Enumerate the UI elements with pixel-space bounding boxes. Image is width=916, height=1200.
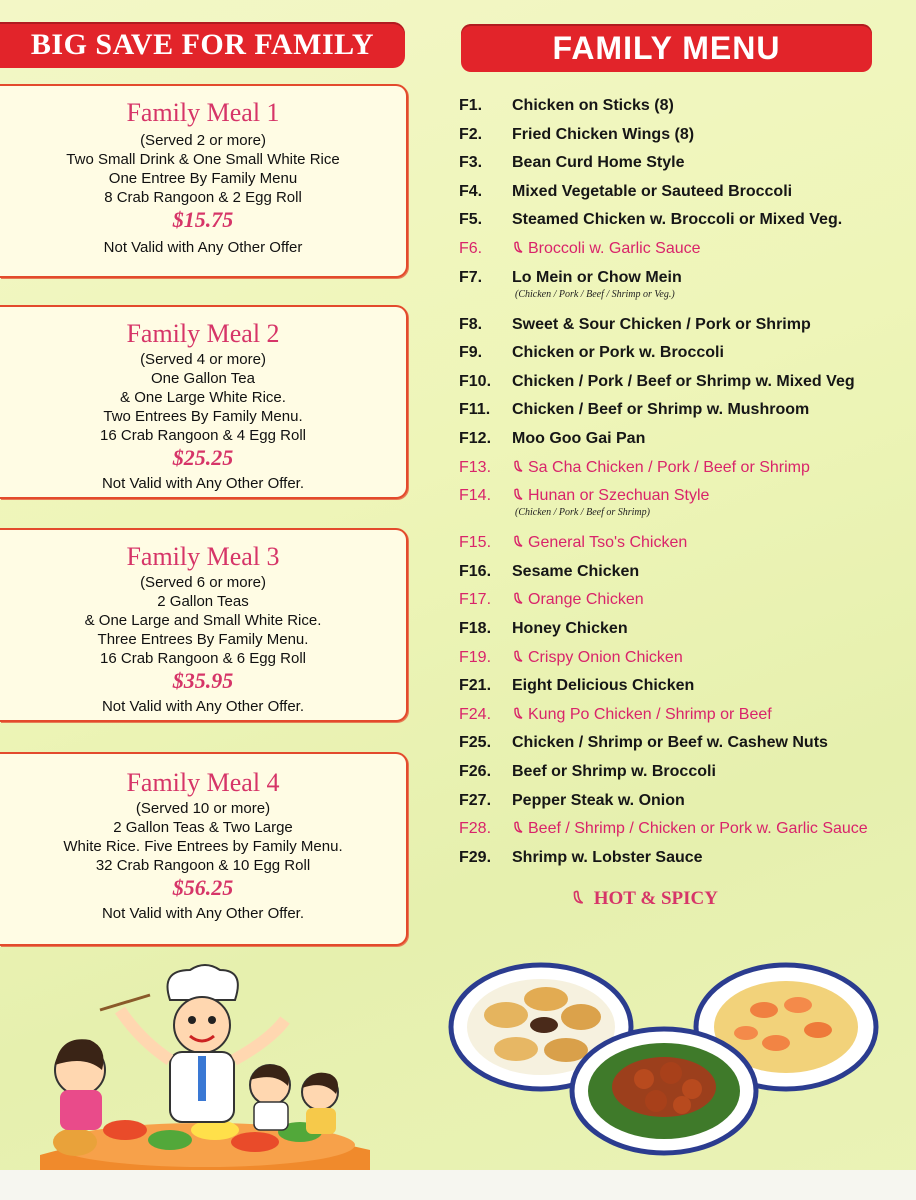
menu-item-code: F2. [459, 125, 483, 143]
meal-line: One Gallon Tea [151, 370, 255, 387]
right-banner-title: FAMILY MENU [552, 30, 781, 66]
menu-item-name [512, 706, 772, 724]
menu-item-code: F25. [459, 734, 492, 752]
menu-item-name-text: Lo Mein or Chow Mein [512, 268, 682, 286]
menu-item-code: F16. [459, 562, 492, 580]
meal-serving: (Served 2 or more) [140, 132, 266, 149]
menu-item-name-text: Chicken or Pork w. Broccoli [512, 344, 724, 362]
meal-price: $56.25 [172, 875, 234, 900]
chili-pepper-icon [512, 592, 524, 604]
menu-item-name [512, 820, 868, 838]
menu-item-name [512, 487, 709, 505]
meal-title: Family Meal 2 [126, 319, 280, 348]
meal-line: White Rice. Five Entrees by Family Menu. [63, 838, 343, 855]
meal-line: & One Large and Small White Rice. [84, 612, 322, 629]
family-meal-2 [0, 305, 408, 499]
menu-item-name [512, 677, 694, 695]
menu-item-code: F11. [459, 401, 491, 419]
menu-item-name [512, 459, 810, 477]
chili-pepper-icon [512, 535, 524, 547]
meal-line: Two Entrees By Family Menu. [103, 408, 303, 425]
menu-item-name-text: Shrimp w. Lobster Sauce [512, 848, 703, 866]
meal-line: 2 Gallon Teas & Two Large [113, 819, 293, 836]
meal-price: $35.95 [172, 668, 234, 693]
menu-item-name-text: Mixed Vegetable or Sauteed Broccoli [512, 182, 793, 200]
meal-line: 8 Crab Rangoon & 2 Egg Roll [104, 189, 302, 206]
menu-item-code: F7. [459, 268, 483, 286]
menu-item-name [512, 240, 701, 258]
menu-item-code: F9. [459, 344, 483, 362]
menu-item-name-text: Broccoli w. Garlic Sauce [528, 240, 701, 257]
menu-item-code: F13. [459, 458, 492, 476]
menu-item-code: F15. [459, 534, 492, 552]
menu-item-code: F10. [459, 372, 492, 390]
menu-item-name-text: Chicken on Sticks (8) [512, 97, 674, 114]
menu-item-name [512, 126, 694, 144]
meal-line: Three Entrees By Family Menu. [97, 631, 309, 648]
menu-item-code: F12. [459, 430, 492, 447]
right-banner [461, 24, 872, 72]
menu-item-name-text: Crispy Onion Chicken [528, 648, 683, 666]
meal-serving: (Served 4 or more) [140, 351, 266, 368]
menu-item-name-text: Moo Goo Gai Pan [512, 430, 646, 447]
menu-item-name-text: Orange Chicken [528, 591, 644, 609]
menu-item-name-text: Fried Chicken Wings (8) [512, 125, 695, 143]
menu-item-name-text: Hunan or Szechuan Style [528, 487, 710, 505]
menu-item-name-text: Beef or Shrimp w. Broccoli [512, 763, 716, 780]
meal-title: Family Meal 3 [126, 542, 280, 571]
family-meal-4 [0, 752, 408, 946]
meal-line: 32 Crab Rangoon & 10 Egg Roll [95, 857, 311, 874]
menu-item-name [512, 620, 628, 638]
menu-item-name-text: Sa Cha Chicken / Pork / Beef or Shrimp [528, 458, 810, 476]
chef-family-illustration [30, 960, 380, 1170]
menu-item-name [512, 430, 645, 448]
menu-item-name [512, 373, 855, 391]
menu-item-name [512, 734, 828, 752]
chili-pepper-icon [512, 650, 524, 662]
chili-pepper-icon [512, 707, 524, 719]
menu-item-code: F6. [459, 240, 483, 257]
meal-serving: (Served 6 or more) [140, 574, 266, 591]
meal-note: Not Valid with Any Other Offer. [101, 698, 305, 715]
menu-item-note: (Chicken / Pork / Beef or Shrimp) [515, 507, 650, 519]
menu-item-name-text: Sesame Chicken [512, 562, 640, 580]
legend-label: HOT & SPICY [593, 888, 718, 909]
menu-item-name-text: Kung Po Chicken / Shrimp or Beef [528, 705, 772, 723]
menu-item-code: F5. [459, 211, 483, 229]
menu-item-code: F19. [459, 648, 492, 666]
meal-note: Not Valid with Any Other Offer. [101, 475, 305, 492]
menu-item-code: F1. [459, 97, 483, 114]
menu-item-name [512, 591, 644, 609]
chili-pepper-icon [512, 241, 524, 253]
menu-item-code: F4. [459, 182, 483, 200]
meal-title: Family Meal 1 [126, 98, 280, 127]
hot-and-spicy-legend [571, 888, 718, 910]
left-banner [0, 22, 405, 68]
menu-item-name-text: Sweet & Sour Chicken / Pork or Shrimp [512, 315, 811, 333]
meal-line: Two Small Drink & One Small White Rice [66, 151, 340, 168]
menu-item-name [512, 97, 674, 115]
family-meal-3 [0, 528, 408, 722]
menu-item-name [512, 563, 639, 581]
menu-item-code: F14. [459, 487, 492, 505]
menu-item-code: F17. [459, 591, 492, 609]
menu-item-code: F27. [459, 791, 492, 809]
menu-item-name [512, 183, 792, 201]
meal-line: 16 Crab Rangoon & 6 Egg Roll [100, 650, 306, 667]
menu-item-name [512, 211, 842, 229]
meal-serving: (Served 10 or more) [135, 800, 271, 817]
food-plates-photo [446, 955, 886, 1160]
meal-note: Not Valid with Any Other Offer. [101, 905, 305, 922]
menu-item-code: F3. [459, 154, 483, 172]
menu-item-name-text: Chicken / Pork / Beef or Shrimp w. Mixed Veg [512, 372, 855, 390]
menu-item-code: F26. [459, 763, 492, 780]
meal-line: 16 Crab Rangoon & 4 Egg Roll [100, 427, 306, 444]
family-meal-1 [0, 84, 408, 278]
menu-item-name [512, 269, 682, 287]
meal-price: $15.75 [172, 207, 234, 232]
meal-title: Family Meal 4 [126, 768, 280, 797]
menu-item-note: (Chicken / Pork / Beef / Shrimp or Veg.) [515, 288, 675, 300]
menu-item-name [512, 401, 809, 419]
meal-line: & One Large White Rice. [120, 389, 286, 406]
meal-price: $25.25 [172, 445, 234, 470]
meal-line: One Entree By Family Menu [108, 170, 298, 187]
menu-item-code: F21. [459, 677, 492, 695]
menu-item-name-text: Steamed Chicken w. Broccoli or Mixed Veg. [512, 211, 843, 229]
menu-item-code: F18. [459, 620, 492, 637]
menu-item-name [512, 792, 685, 810]
menu-item-name-text: Pepper Steak w. Onion [512, 791, 685, 809]
menu-item-name [512, 849, 703, 867]
menu-item-name [512, 154, 684, 172]
meal-line: 2 Gallon Teas [157, 593, 249, 610]
menu-item-code: F8. [459, 315, 483, 333]
menu-item-name-text: Beef / Shrimp / Chicken or Pork w. Garlic Sauce [528, 820, 868, 838]
menu-item-code: F29. [459, 848, 492, 866]
page-bottom-edge [0, 1170, 916, 1200]
menu-item-name-text: Eight Delicious Chicken [512, 677, 695, 695]
menu-item-name-text: General Tso's Chicken [528, 534, 688, 552]
menu-item-name [512, 763, 716, 781]
menu-item-code: F24. [459, 705, 492, 723]
menu-item-name-text: Chicken / Shrimp or Beef w. Cashew Nuts [512, 734, 828, 752]
menu-item-name [512, 534, 687, 552]
menu-item-name [512, 649, 683, 667]
menu-item-name [512, 316, 811, 334]
menu-item-code: F28. [459, 820, 492, 838]
chili-pepper-icon [512, 488, 524, 500]
meal-note: Not Valid with Any Other Offer [103, 239, 303, 256]
menu-item-name-text: Chicken / Beef or Shrimp w. Mushroom [512, 401, 810, 419]
menu-item-name-text: Honey Chicken [512, 620, 628, 637]
menu-item-name-text: Bean Curd Home Style [512, 154, 685, 172]
left-banner-title: BIG SAVE FOR FAMILY [30, 28, 375, 61]
chili-pepper-icon [512, 821, 524, 833]
chili-pepper-icon [512, 460, 524, 472]
menu-item-name [512, 344, 724, 362]
chili-pepper-icon [571, 890, 585, 904]
